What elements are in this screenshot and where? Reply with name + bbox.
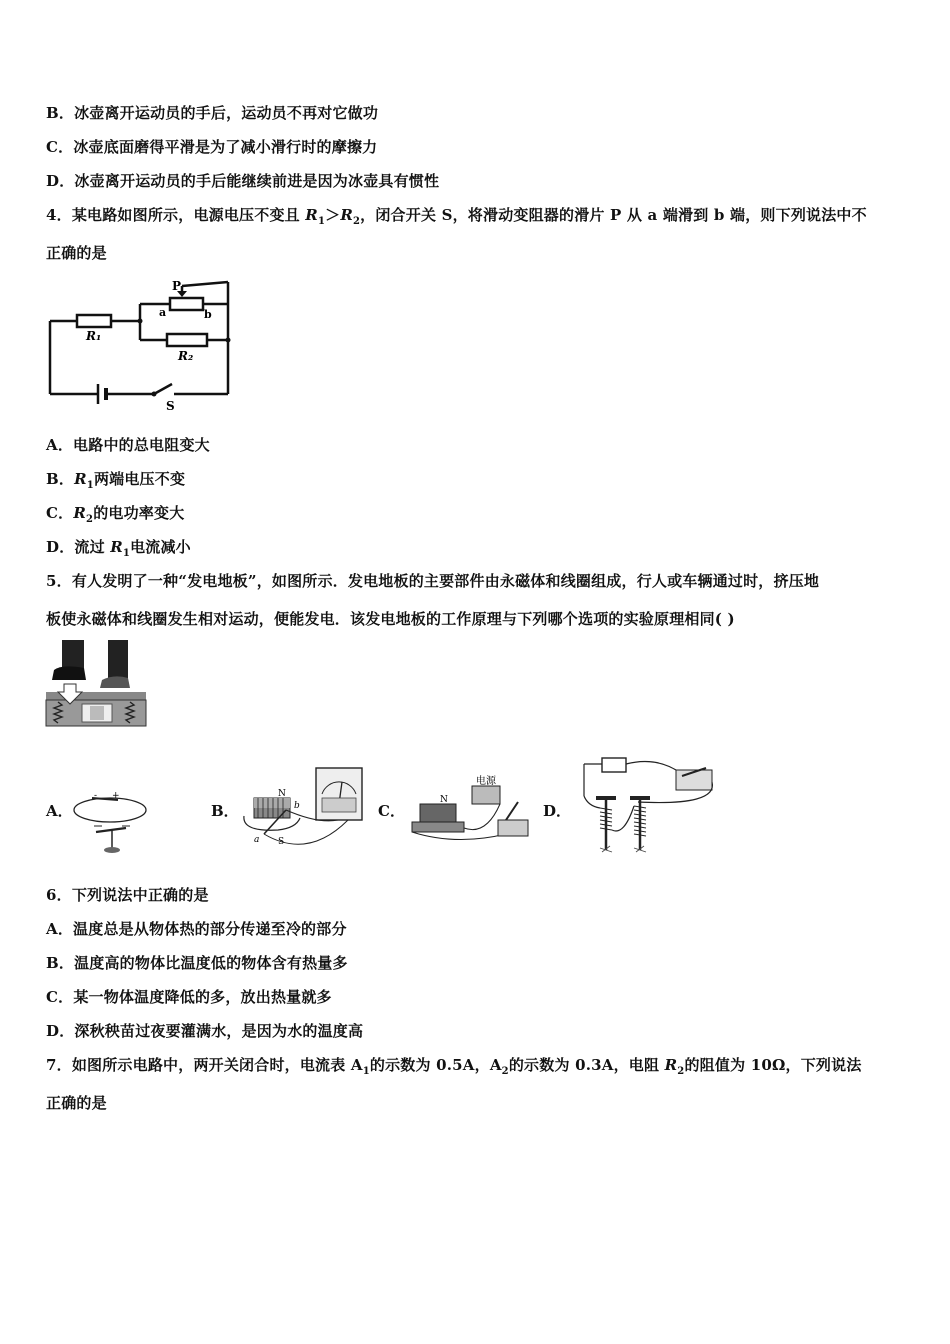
q7-stem-line2: 正确的是 xyxy=(46,1094,107,1112)
q5-stem-line1: 5．有人发明了一种“发电地板”，如图所示．发电地板的主要部件由永磁体和线圈组成，行人或车辆通过时，挤压地 xyxy=(46,572,820,590)
q5-option-b-figure xyxy=(238,764,370,858)
q7-stem-line1: 7．如图所示电路中，两开关闭合时，电流表 $A_1$的示数为 0.5A，$A_2$的示数为 0.3A，电阻 $R_2$的阻值为 10Ω，下列说法 xyxy=(46,1056,862,1077)
q6-option-c: C．某一物体温度降低的多，放出热量就多 xyxy=(46,988,332,1006)
power-floor-illustration xyxy=(44,640,148,730)
label-a: a xyxy=(159,306,167,319)
q5-option-d-label: D． xyxy=(543,802,572,820)
q5-option-d-figure xyxy=(578,756,720,856)
q4-option-b: B．$R_1$两端电压不变 xyxy=(46,470,186,491)
q6-option-b: B．温度高的物体比温度低的物体含有热量多 xyxy=(46,954,348,972)
q6-option-d: D．深秋秧苗过夜要灌满水，是因为水的温度高 xyxy=(46,1022,364,1040)
svg-text:-: - xyxy=(94,791,98,801)
label-n-c: N xyxy=(440,795,448,805)
q4-stem-line1: 4．某电路如图所示，电源电压不变且 $R_1>R_2$，闭合开关 S，将滑动变阻器的滑片 P 从 a 端滑到 b 端，则下列说法中不 xyxy=(46,206,867,227)
q6-option-a: A．温度总是从物体热的部分传递至冷的部分 xyxy=(46,920,347,938)
q5-stem-line2: 板使永磁体和线圈发生相对运动，便能发电．该发电地板的工作原理与下列哪个选项的实验原理相同( ) xyxy=(46,610,735,628)
q4-circuit-diagram xyxy=(44,276,239,416)
q3-option-c: C．冰壶底面磨得平滑是为了减小滑行时的摩擦力 xyxy=(46,138,378,156)
label-n: N xyxy=(278,789,286,799)
q4-option-d: D．流过 $R_1$电流减小 xyxy=(46,538,191,559)
q5-option-a-label: A． xyxy=(46,802,73,820)
q3-option-d: D．冰壶离开运动员的手后能继续前进是因为冰壶具有惯性 xyxy=(46,172,440,190)
label-s: S xyxy=(166,399,175,413)
shoe-icon xyxy=(52,666,86,680)
power-source-icon xyxy=(472,786,500,804)
label-b: b xyxy=(294,801,300,811)
q4-option-c: C．$R_2$的电功率变大 xyxy=(46,504,185,525)
q3-option-b: B．冰壶离开运动员的手后，运动员不再对它做功 xyxy=(46,104,379,122)
q5-option-c-label: C． xyxy=(378,802,405,820)
q4-stem-line2: 正确的是 xyxy=(46,244,107,262)
q6-stem: 6．下列说法中正确的是 xyxy=(46,886,209,904)
label-r2: R₂ xyxy=(178,349,194,363)
electromagnet-icon xyxy=(596,796,650,850)
label-r1: R₁ xyxy=(86,329,102,343)
label-a: a xyxy=(254,835,260,845)
q5-option-c-figure xyxy=(406,772,536,846)
switch-icon xyxy=(498,820,528,836)
q5-option-a-figure xyxy=(72,790,152,856)
label-b: b xyxy=(204,308,212,321)
label-s: S xyxy=(278,837,285,847)
label-power: 电源 xyxy=(476,776,496,787)
q5-option-b-label: B． xyxy=(211,802,239,820)
q4-option-a: A．电路中的总电阻变大 xyxy=(46,436,210,454)
svg-text:+: + xyxy=(112,791,120,801)
label-p: P xyxy=(172,279,182,293)
